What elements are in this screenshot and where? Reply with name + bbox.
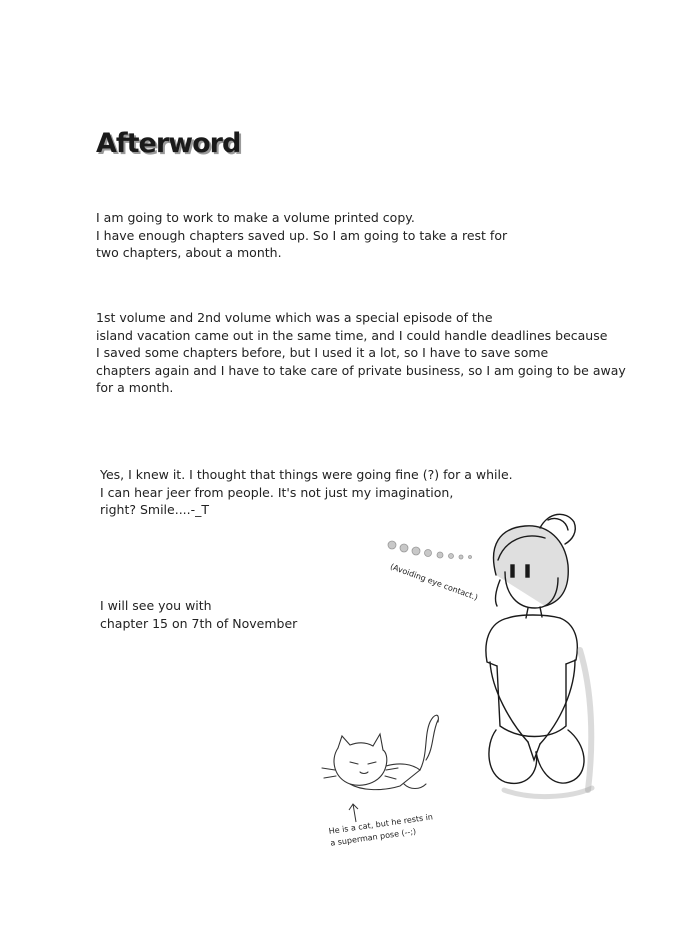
avoiding-eye-contact-note: (Avoiding eye contact.)	[388, 562, 480, 603]
paragraph-2: 1st volume and 2nd volume which was a special episode of the island vacation came out in the same time, and I could handle deadlines because I saved some chapters before, but I used it a lot, so I have to save some chapters again and I have to take care of private business, so I am going to be away for a month.	[96, 310, 626, 395]
cat-caption: He is a cat, but he rests in a superman pose (--;)	[328, 812, 434, 848]
paragraph-3: Yes, I knew it. I thought that things were going fine (?) for a while. I can hear jeer from people. It's not just my imagination, right? Smile....-_T	[100, 467, 513, 517]
paragraph-1: I am going to work to make a volume printed copy. I have enough chapters saved up. So I am going to take a rest for two chapters, about a month.	[96, 210, 508, 260]
girl-drawing	[486, 514, 592, 796]
arrow-icon	[349, 804, 358, 822]
cat-drawing	[322, 715, 438, 789]
thought-dots	[388, 541, 472, 559]
page-title: Afterword	[96, 128, 241, 159]
paragraph-4: I will see you with chapter 15 on 7th of November	[100, 598, 298, 631]
